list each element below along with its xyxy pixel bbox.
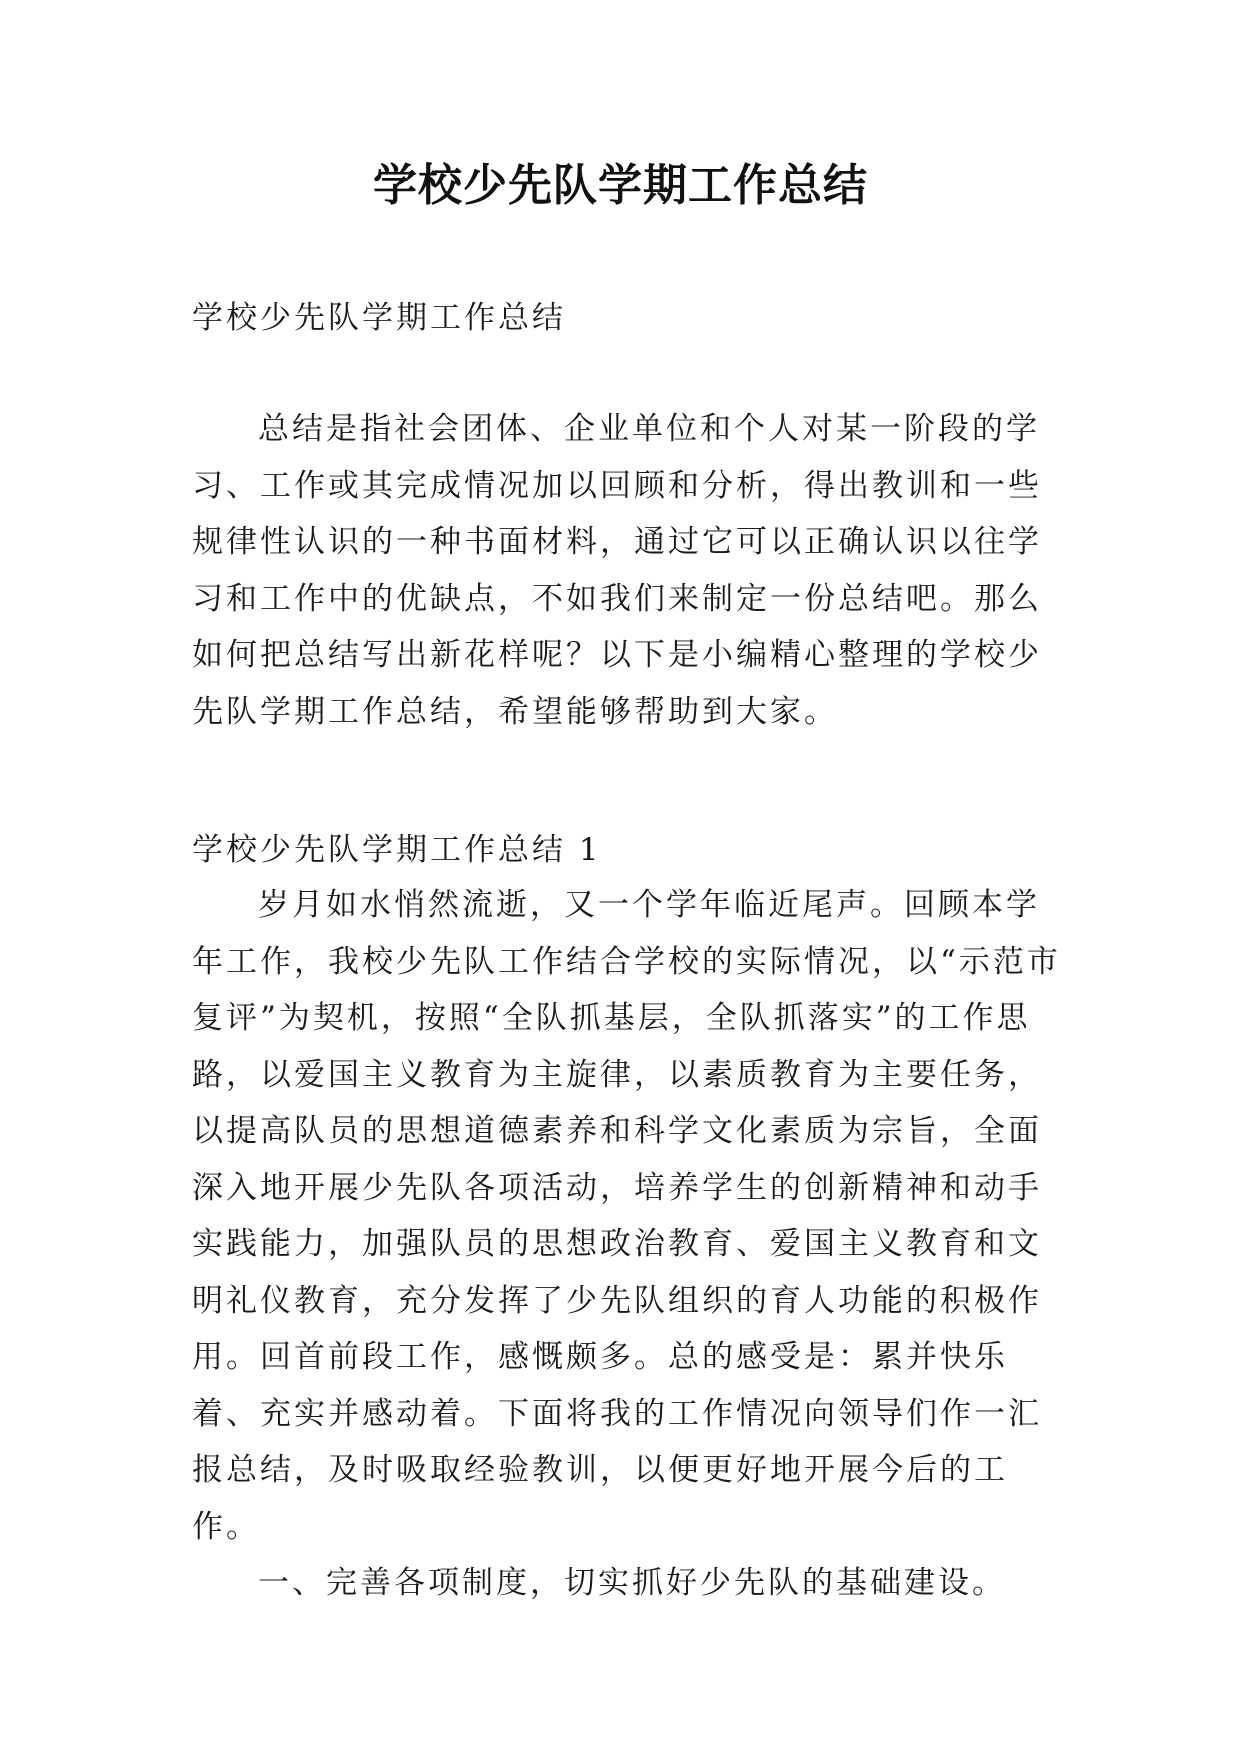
document-subheading: 学校少先队学期工作总结	[192, 300, 566, 336]
section-paragraph: 岁月如水悄然流逝，又一个学年临近尾声。回顾本学年工作，我校少先队工作结合学校的实际情况，以“示范市复评”为契机，按照“全队抓基层，全队抓落实”的工作思路，以爱国主义教育为主旋律，以素质教育为主要任务，以提高队员的思想道德素养和科学文化素质为宗旨，全面深入地开展少先队各项活动，培养学生的创新精神和动手实践能力，加强队员的思想政治教育、爱国主义教育和文明礼仪教育，充分发挥了少先队组织的育人功能的积极作用。回首前段工作，感慨颇多。总的感受是：累并快乐着、充实并感动着。下面将我的工作情况向领导们作一汇报总结，及时吸取经验教训，以便更好地开展今后的工作。	[192, 887, 1061, 1545]
section-paragraph: 一、完善各项制度，切实抓好少先队的基础建设。	[258, 1565, 1006, 1601]
document-title: 学校少先队学期工作总结	[373, 160, 868, 211]
intro-paragraph: 总结是指社会团体、企业单位和个人对某一阶段的学习、工作或其完成情况加以回顾和分析，得出教训和一些规律性认识的一种书面材料，通过它可以正确认识以往学习和工作中的优缺点，不如我们来制定一份总结吧。那么如何把总结写出新花样呢？以下是小编精心整理的学校少先队学期工作总结，希望能够帮助到大家。	[192, 411, 1042, 730]
section-heading: 学校少先队学期工作总结 1	[192, 832, 602, 868]
section-body	[192, 877, 1072, 1612]
